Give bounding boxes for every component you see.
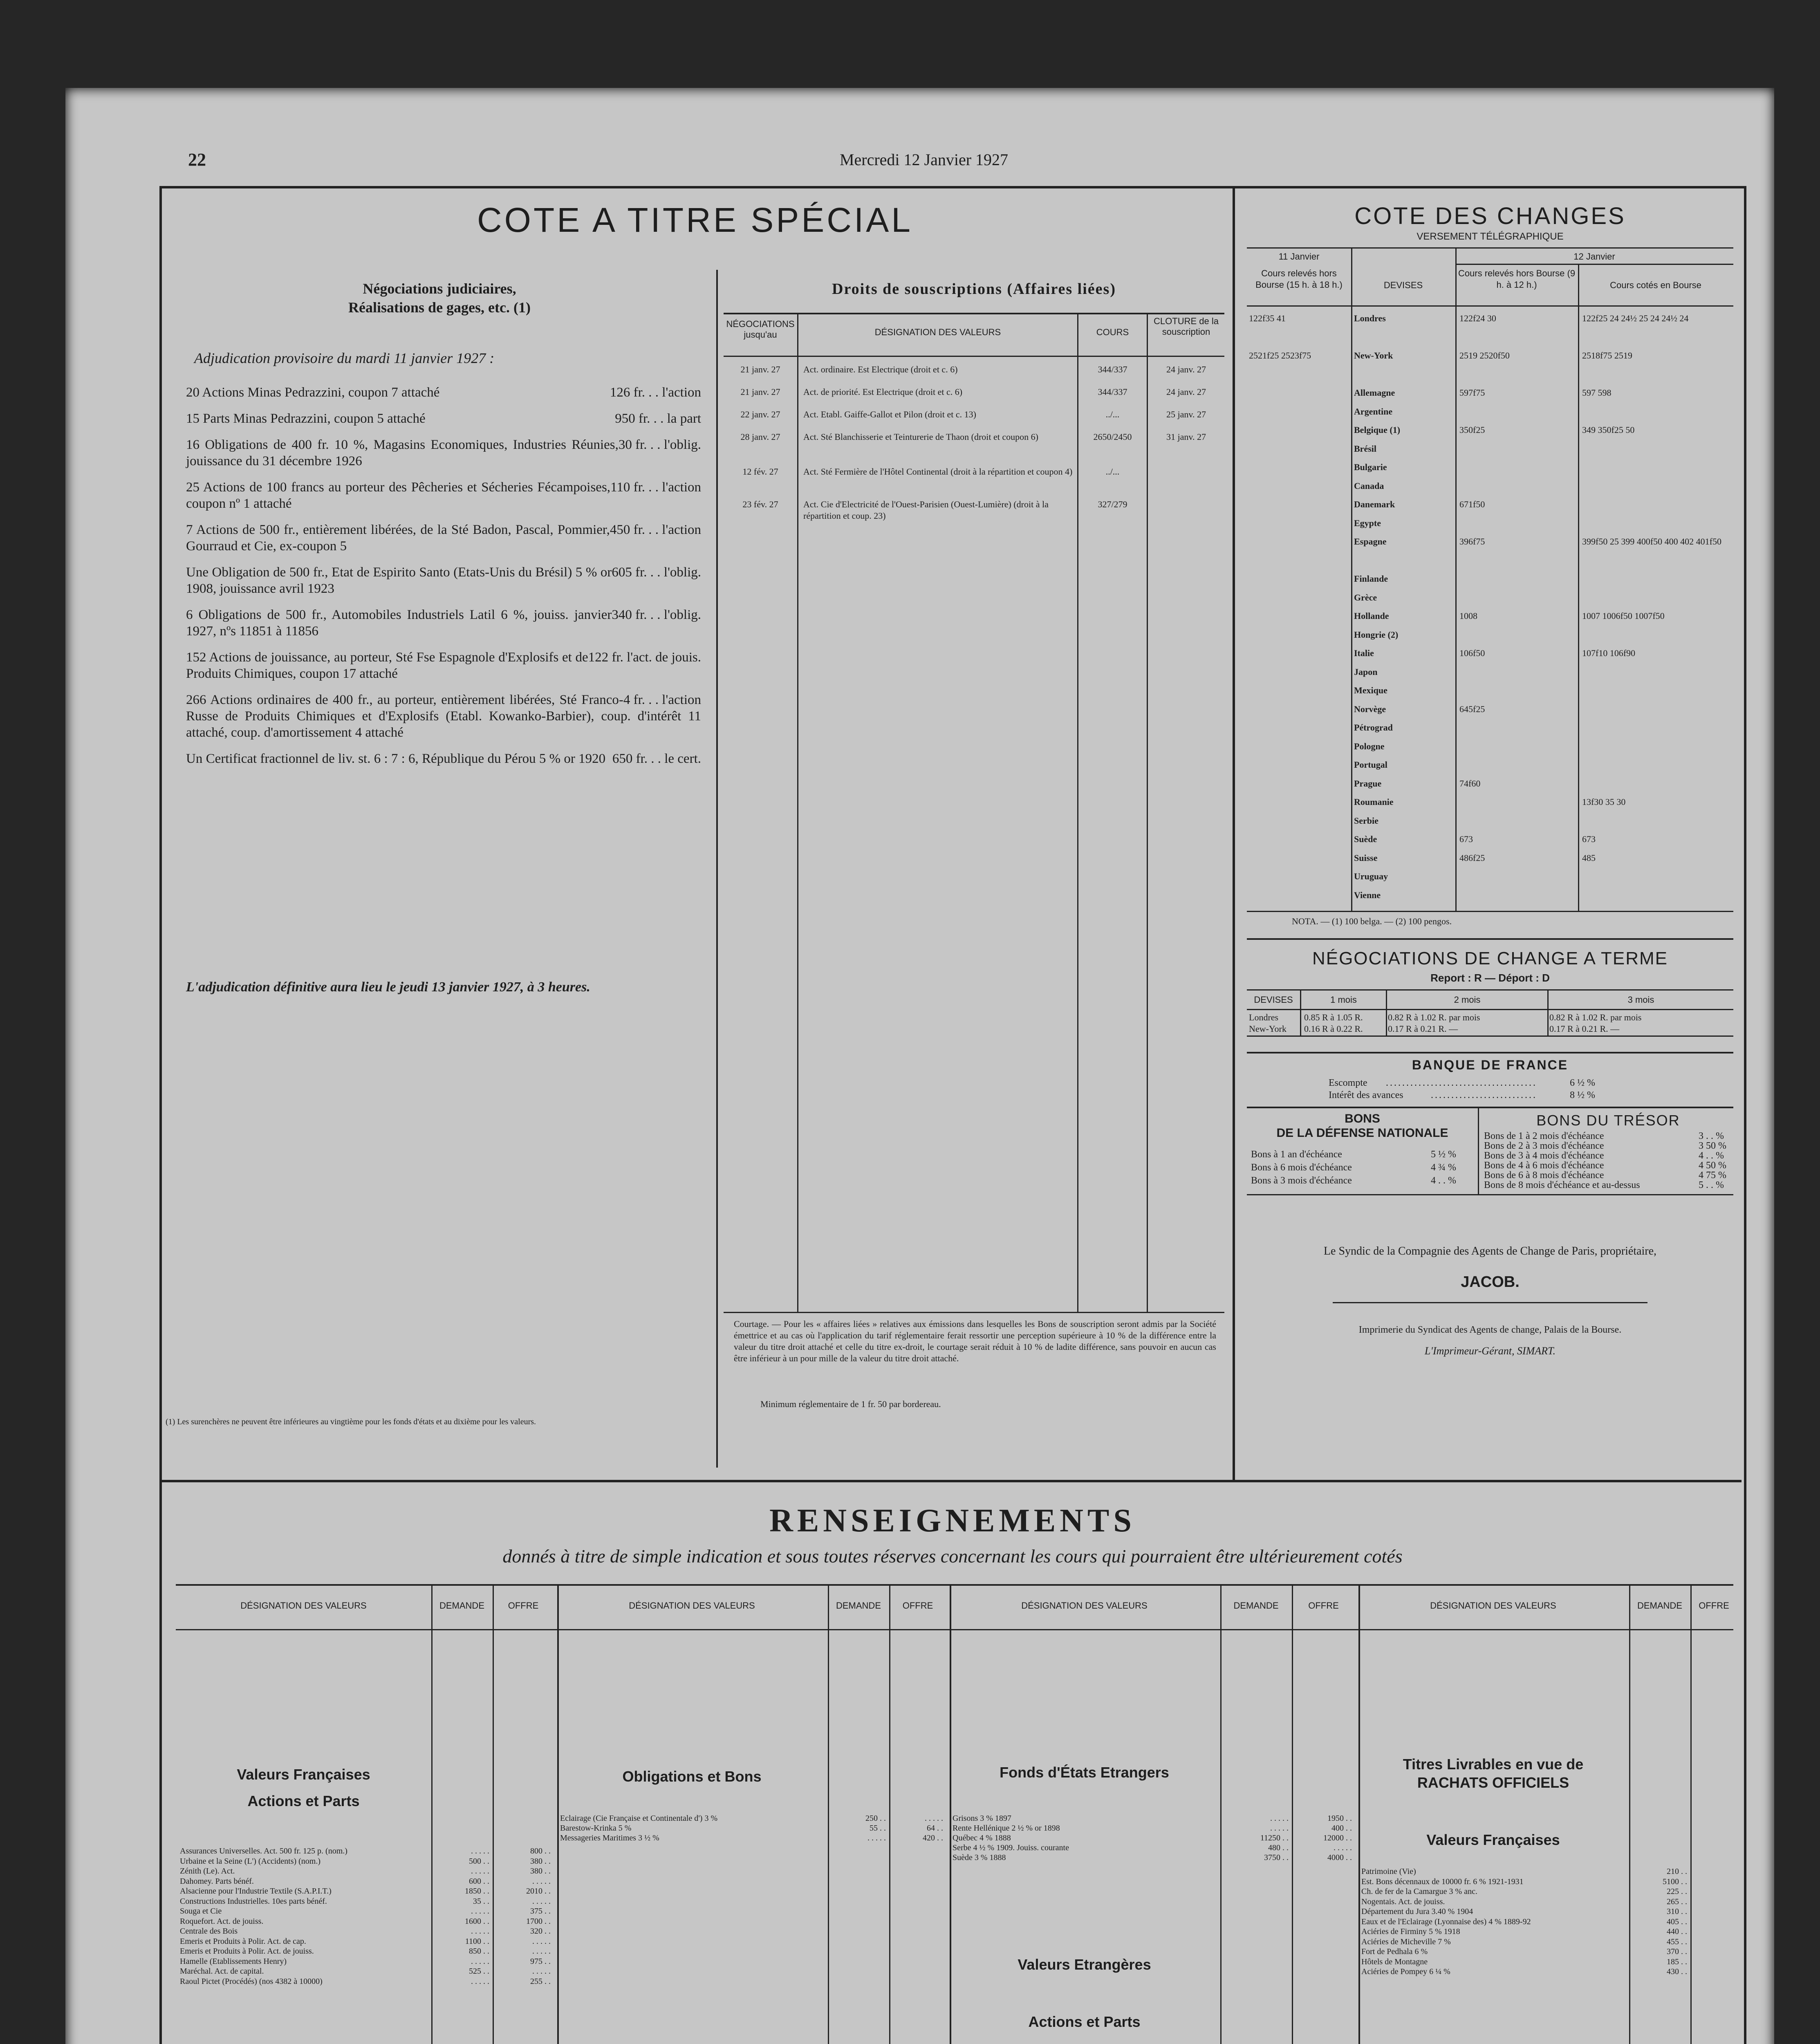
rens-row-demande: . . . . . (867, 1833, 886, 1842)
rens-row-demande: 35 . . (473, 1896, 489, 1906)
droits-col-neg: NÉGOCIATIONS jusqu'au (726, 319, 795, 340)
droits-title: Droits de souscriptions (Affaires liées) (832, 280, 1116, 298)
rens-row-name: Département du Jura 3.40 % 1904 (1361, 1907, 1473, 1916)
rens-col-designation: DÉSIGNATION DES VALEURS (240, 1600, 367, 1611)
rens-row-name: Nogentais. Act. de jouiss. (1361, 1897, 1445, 1906)
banque-interet-label: Intérêt des avances (1329, 1090, 1403, 1100)
changes-subtitle: VERSEMENT TÉLÉGRAPHIQUE (1417, 231, 1564, 242)
changes-nota: NOTA. — (1) 100 belga. — (2) 100 pengos. (1292, 916, 1452, 926)
divider-vertical (1233, 188, 1235, 1482)
rens-row-demande: 600 . . (469, 1876, 489, 1886)
changes-cell-dev: Prague (1354, 778, 1382, 789)
rens-row-offre: 420 . . (923, 1833, 943, 1842)
adjudication-text: 16 Obligations de 400 fr. 10 %, Magasins Economiques, Industries Réunies, jouissance du 31 décembre 1926 (186, 437, 619, 468)
rens-row-demande: 850 . . (469, 1947, 489, 1956)
changes-cell-dev: Belgique (1) (1354, 425, 1401, 435)
rens-row-offre: . . . . . (532, 1876, 551, 1886)
changes-cell-c1: 2521f25 2523f75 (1249, 350, 1311, 361)
rens-row-name: Hamelle (Etablissements Henry) (180, 1957, 287, 1966)
rens-c3-heading-2: Valeurs Etrangères (1018, 1956, 1151, 1973)
changes-cell-dev: Hollande (1354, 611, 1389, 621)
adjudication-price: 30 fr. . . l'oblig. (618, 437, 701, 452)
rens-row-offre: 12000 . . (1323, 1833, 1352, 1842)
imprint-imprimerie: Imprimerie du Syndicat des Agents de change, Palais de la Bourse. (1358, 1325, 1622, 1335)
changes-cell-dev: Mexique (1354, 685, 1387, 695)
changes-cell-c2: 597f75 (1459, 388, 1485, 398)
rens-row-demande: . . . . . (471, 1867, 489, 1876)
adjudication-price: 650 fr. . . le cert. (612, 751, 701, 766)
rens-row-demande: 265 . . (1667, 1897, 1687, 1906)
rens-row-offre: . . . . . (532, 1967, 551, 1976)
droits-cell-clot: 24 janv. 27 (1166, 364, 1206, 374)
rens-row-offre: 2010 . . (526, 1887, 551, 1896)
adjudication-price: 126 fr. . . l'action (610, 385, 701, 400)
rens-row-name: Alsacienne pour l'Industrie Textile (S.A.P.I.T.) (180, 1887, 332, 1896)
changes-date-1: 11 Janvier (1278, 251, 1320, 262)
rens-c1-heading-2: Actions et Parts (247, 1793, 360, 1809)
rens-row-offre: . . . . . (925, 1814, 943, 1823)
droits-col-des: DÉSIGNATION DES VALEURS (874, 327, 1001, 337)
terme-subtitle: Report : R — Déport : D (1430, 972, 1550, 984)
courtage-note: Courtage. — Pour les « affaires liées » relatives aux émissions dans lesquelles les Bons de souscription seront admis par la Société émettrice et au cas où l'application du tarif réglementaire ferait ressortir une perception supérieure à 10 % de la différence entre la valeur du titre droit attaché et celle du titre ex-droit, le courtage serait réduit à 10 % de ladite différence, sans pouvoir en aucun cas être inférieur à un pour mille de la valeur du titre droit attaché. (734, 1319, 1216, 1363)
droits-cell-des: Act. Sté Blanchisserie et Teinturerie de Thaon (droit et coupon 6) (803, 432, 1038, 442)
adjudication-item (186, 751, 701, 767)
changes-section: COTE DES CHANGES VERSEMENT TÉLÉGRAPHIQUE 11 Janvier 12 Janvier Cours relevés hors Bourse (15 h. à 18 h.) DEVISES Cours relevés hors Bourse (9 h. à 12 h.) Cours cotés en Bourse 122f35 41 Londres 122f24 30 122f25 24 24½ 25 24 24½ 24 2521f25 2523f75 New-York 2519 2520f50 2518f75 2519 Allemagne 597f75 597 598 Argentine Belgique (1) 350f25 349 350f25 50 Brésil Bulgarie Canada Danemark 671f50 Egypte Espagne 396f75 399f50 25 399 400f50 400 402 401f50 Finlande Grèce Hollande 1008 1007 1006f50 1007f50 Hongrie (2) Italie 106f50 107f10 106f90 Japon Mexique Norvège 645f25 Pétrograd Pologne Portugal Prague 74f60 Roumanie 13f30 35 30 Serbie Suède 673 673 Suisse 486f25 485 Uruguay Vienne NOTA. — (1) 100 belga. — (2) 100 pengos. NÉGOCIATIONS DE CHANGE A TERME Report : R — Déport : D DEVISES 1 mois 2 mois 3 mois Londres 0.85 R à 1.05 R. 0.82 R à 1.02 R. par mois 0.82 R à 1.02 R. par mois New-York 0.16 R à 0.22 R. 0.17 R à 0.21 R. — 0.17 R à 0.21 R. — BANQUE DE FRANCE Escompte ..................................... 6 ½ % Intérêt des avances .......................... 8 ½ % BONS DE LA DÉFENSE NATIONALE Bons à 1 an d'échéance 5 ½ % Bons à 6 mois d'échéance 4 ¾ % Bons à 3 mois d'échéance 4 . . % BONS DU TRÉSOR Bons de 1 à 2 mois d'échéance 3 . . % Bons de 2 à 3 mois d'échéance 3 50 % Bons de 3 à 4 mois d'échéance 4 . . % Bons de 4 à 6 mois d'échéance 4 50 % Bons de 6 à 8 mois d'échéance 4 75 % Bons de 8 mois d'échéance et au-dessus 5 . . % Le Syndic de la Compagnie des Agents de Change de Paris, propriétaire, JACOB. Imprimerie du Syndicat des Agents de change, Palais de la Bourse. L'Imprimeur-Gérant, SIMART. (1243, 190, 1737, 1478)
bons-tresor-label: Bons de 3 à 4 mois d'échéance (1484, 1150, 1604, 1161)
rens-c3-heading-3: Actions et Parts (1028, 2013, 1141, 2030)
terme-col-2: 2 mois (1454, 995, 1481, 1005)
droits-cell-neg: 12 fév. 27 (742, 466, 778, 477)
adjudication-price: 4 fr. . . l'action (623, 693, 701, 707)
changes-cell-c3: 597 598 (1582, 388, 1612, 398)
changes-cell-c3: 122f25 24 24½ 25 24 24½ 24 (1582, 313, 1689, 323)
rens-row-name: Patrimoine (Vie) (1361, 1867, 1416, 1876)
footnote: (1) Les surenchères ne peuvent être inférieures au vingtième pour les fonds d'états et au dixième pour les valeurs. (166, 1417, 536, 1426)
page-date: Mercredi 12 Janvier 1927 (839, 150, 1009, 169)
rens-row-offre: 375 . . (530, 1907, 551, 1916)
rens-row-name: Aciéries de Pompey 6 ¼ % (1361, 1967, 1450, 1976)
rens-row-demande: 185 . . (1667, 1957, 1687, 1966)
renseignements-title: RENSEIGNEMENTS (769, 1503, 1136, 1539)
adjudication-item (186, 522, 701, 554)
droits-cell-des: Act. ordinaire. Est Electrique (droit et c. 6) (803, 364, 958, 374)
rens-row-name: Est. Bons décennaux de 10000 fr. 6 % 1921-1931 (1361, 1877, 1524, 1886)
rens-row-name: Emeris et Produits à Polir. Act. de cap. (180, 1936, 306, 1946)
rens-row-demande: . . . . . (471, 1957, 489, 1966)
rens-row-name: Rente Hellénique 2 ½ % or 1898 (953, 1824, 1060, 1833)
rens-row-offre: 800 . . (530, 1847, 551, 1856)
rens-row-name: Barestow-Krinka 5 % (560, 1824, 632, 1833)
changes-cell-c2: 486f25 (1459, 852, 1485, 863)
adjudication-price: 122 fr. l'act. de jouis. (588, 650, 701, 665)
droits-col-clot: CLOTURE de la souscription (1154, 316, 1219, 337)
rens-row-demande: 1850 . . (465, 1887, 489, 1896)
rens-row-name: Serbe 4 ½ % 1909. Jouiss. courante (953, 1843, 1069, 1852)
adjudication-text: 20 Actions Minas Pedrazzini, coupon 7 attaché (186, 385, 440, 400)
changes-cell-c3: 349 350f25 50 (1582, 425, 1635, 435)
changes-cell-dev: Finlande (1354, 574, 1388, 584)
bons-defense-title-2: DE LA DÉFENSE NATIONALE (1276, 1126, 1448, 1140)
banque-title: BANQUE DE FRANCE (1412, 1058, 1569, 1072)
changes-cell-c3: 1007 1006f50 1007f50 (1582, 611, 1665, 621)
changes-col-devises: DEVISES (1383, 280, 1423, 290)
droits-cell-des: Act. Cie d'Electricité de l'Ouest-Parisien (Ouest-Lumière) (droit à la répartition et coup. 23) (803, 499, 1049, 521)
bons-defense-label: Bons à 1 an d'échéance (1251, 1149, 1342, 1160)
bons-defense-title-1: BONS (1345, 1112, 1380, 1125)
rens-row-name: Souga et Cie (180, 1907, 222, 1916)
rens-row-offre: . . . . . (532, 1947, 551, 1956)
cote-special-column (166, 272, 713, 1470)
imprint-name: JACOB. (1461, 1273, 1520, 1291)
changes-cell-dev: Vienne (1354, 890, 1381, 900)
adjudication-title: Adjudication provisoire du mardi 11 janvier 1927 : (194, 350, 495, 366)
changes-cell-dev: Roumanie (1354, 797, 1394, 807)
changes-col-cours1: Cours relevés hors Bourse (15 h. à 18 h.) (1255, 268, 1343, 290)
droits-cell-cours: ../... (1105, 466, 1120, 477)
rens-c4-heading-1a: Titres Livrables en vue de (1403, 1756, 1584, 1773)
rens-row-name: Eclairage (Cie Française et Continentale d') 3 % (560, 1814, 718, 1823)
changes-cell-dev: New-York (1354, 350, 1393, 361)
changes-cell-dev: Suisse (1354, 852, 1378, 863)
rens-col-designation: DÉSIGNATION DES VALEURS (629, 1600, 755, 1611)
banque-escompte-label: Escompte (1329, 1078, 1367, 1088)
bons-defense-value: 4 . . % (1431, 1175, 1456, 1186)
bons-tresor-value: 3 . . % (1699, 1131, 1724, 1141)
changes-cell-dev: Suède (1354, 834, 1377, 844)
adjudication-price: 110 fr. . . l'action (610, 480, 701, 495)
changes-cell-dev: Argentine (1354, 406, 1393, 417)
rens-row-name: Maréchal. Act. de capital. (180, 1967, 264, 1976)
droits-col-cours: COURS (1096, 327, 1129, 337)
rens-row-name: Ch. de fer de la Camargue 3 % anc. (1361, 1887, 1477, 1896)
rens-col-offre: OFFRE (902, 1600, 933, 1611)
adjudication-item (186, 437, 701, 469)
rens-row-demande: 500 . . (469, 1856, 489, 1866)
terme-cell-dev: Londres (1249, 1012, 1279, 1022)
bons-tresor-label: Bons de 2 à 3 mois d'échéance (1484, 1141, 1604, 1151)
cote-special-subtitle-1: Négociations judiciaires, (363, 280, 516, 297)
droits-cell-cours: 344/337 (1098, 387, 1127, 397)
adjudication-text: 6 Obligations de 500 fr., Automobiles Industriels Latil 6 %, jouiss. janvier 1927, nºs 11851 à 11856 (186, 607, 612, 639)
bons-defense-label: Bons à 3 mois d'échéance (1251, 1175, 1352, 1186)
changes-cell-c2: 645f25 (1459, 704, 1485, 714)
droits-cell-cours: 327/279 (1098, 499, 1127, 509)
rens-row-offre: 1700 . . (526, 1916, 551, 1926)
rens-row-demande: 55 . . (870, 1824, 886, 1833)
changes-cell-dev: Londres (1354, 313, 1386, 323)
bons-tresor-title: BONS DU TRÉSOR (1536, 1112, 1680, 1129)
terme-col-1: 1 mois (1330, 995, 1357, 1005)
bons-tresor-value: 3 50 % (1699, 1141, 1726, 1151)
rens-row-name: Raoul Pictet (Procédés) (nos 4382 à 10000) (180, 1977, 323, 1986)
changes-cell-dev: Portugal (1354, 760, 1387, 770)
rens-row-offre: 64 . . (927, 1824, 943, 1833)
changes-cell-dev: Norvège (1354, 704, 1386, 714)
changes-cell-c3: 485 (1582, 852, 1596, 863)
rens-row-offre: 400 . . (1331, 1824, 1352, 1833)
terme-cell-dev: New-York (1249, 1024, 1287, 1034)
rens-c1-heading-1: Valeurs Françaises (237, 1766, 370, 1783)
changes-cell-c2: 74f60 (1459, 778, 1481, 789)
changes-col-cours3: Cours cotés en Bourse (1610, 280, 1701, 290)
rens-row-offre: 380 . . (530, 1867, 551, 1876)
terme-cell-m2: 0.82 R à 1.02 R. par mois (1388, 1012, 1480, 1022)
terme-cell-m2: 0.17 R à 0.21 R. — (1388, 1024, 1458, 1034)
rens-row-demande: . . . . . (471, 1847, 489, 1856)
rens-col-offre: OFFRE (1308, 1600, 1339, 1611)
changes-cell-dev: Bulgarie (1354, 462, 1387, 472)
rens-c4-heading-2: Valeurs Françaises (1426, 1831, 1560, 1848)
terme-col-3: 3 mois (1627, 995, 1654, 1005)
rens-row-offre: 380 . . (530, 1856, 551, 1866)
cote-special-title: COTE A TITRE SPÉCIAL (477, 201, 913, 239)
changes-col-cours2: Cours relevés hors Bourse (9 h. à 12 h.) (1458, 268, 1576, 290)
terme-title: NÉGOCIATIONS DE CHANGE A TERME (1312, 948, 1668, 968)
rens-col-designation: DÉSIGNATION DES VALEURS (1430, 1600, 1556, 1611)
rens-row-offre: 4000 . . (1327, 1853, 1352, 1862)
rens-row-name: Centrale des Bois (180, 1927, 238, 1936)
rens-row-offre: 1950 . . (1327, 1814, 1352, 1823)
changes-cell-dev: Danemark (1354, 499, 1395, 509)
terme-cell-m3: 0.17 R à 0.21 R. — (1549, 1024, 1620, 1034)
rens-row-demande: . . . . . (471, 1907, 489, 1916)
rens-col-demande: DEMANDE (836, 1600, 881, 1611)
adjudication-item (186, 410, 701, 427)
terme-col-devises: DEVISES (1254, 995, 1293, 1005)
droits-cell-neg: 23 fév. 27 (742, 499, 778, 509)
rens-row-name: Hôtels de Montagne (1361, 1957, 1428, 1966)
adjudication-price: 450 fr. . . l'action (610, 522, 701, 537)
rens-row-demande: 370 . . (1667, 1947, 1687, 1956)
changes-cell-c2: 1008 (1459, 611, 1477, 621)
rens-c3-heading-1: Fonds d'États Etrangers (1000, 1764, 1169, 1781)
droits-cell-clot: 25 janv. 27 (1166, 409, 1206, 419)
adjudication-text: Un Certificat fractionnel de liv. st. 6 : 7 : 6, République du Pérou 5 % or 1920 (186, 751, 606, 766)
rens-row-name: Constructions Industrielles. 10es parts bénéf. (180, 1896, 327, 1906)
terme-cell-m3: 0.82 R à 1.02 R. par mois (1549, 1012, 1642, 1022)
imprint-syndic: Le Syndic de la Compagnie des Agents de Change de Paris, propriétaire, (1323, 1245, 1657, 1257)
rens-row-offre: . . . . . (1334, 1843, 1352, 1852)
changes-cell-dev: Canada (1354, 480, 1384, 491)
rens-row-demande: 5100 . . (1663, 1877, 1687, 1886)
droits-cell-neg: 22 janv. 27 (740, 409, 780, 419)
renseignements-subtitle: donnés à titre de simple indication et sous toutes réserves concernant les cours qui pourraient être ultérieurement cotés (502, 1546, 1403, 1567)
adjudication-item (186, 692, 701, 741)
rens-row-demande: 3750 . . (1264, 1853, 1289, 1862)
bons-tresor-value: 4 75 % (1699, 1170, 1726, 1181)
rens-row-offre: 320 . . (530, 1927, 551, 1936)
bons-defense-label: Bons à 6 mois d'échéance (1251, 1162, 1352, 1173)
changes-cell-dev: Espagne (1354, 536, 1387, 547)
droits-cell-cours: 2650/2450 (1093, 432, 1132, 442)
rens-row-demande: 440 . . (1667, 1927, 1687, 1936)
rens-row-demande: 1600 . . (465, 1916, 489, 1926)
adjudication-price: 340 fr. . . l'oblig. (612, 607, 701, 622)
rens-c4-heading-1b: RACHATS OFFICIELS (1417, 1774, 1569, 1791)
changes-cell-dev: Egypte (1354, 518, 1381, 528)
imprint-gerant: L'Imprimeur-Gérant, SIMART. (1424, 1345, 1556, 1357)
rens-row-name: Grisons 3 % 1897 (953, 1814, 1011, 1823)
rens-c2-heading-1: Obligations et Bons (622, 1768, 762, 1785)
rens-row-demande: . . . . . (1270, 1814, 1289, 1823)
rens-row-name: Assurances Universelles. Act. 500 fr. 125 p. (nom.) (180, 1847, 347, 1856)
adjudication-text: 25 Actions de 100 francs au porteur des Pêcheries et Sécheries Fécampoises, coupon nº 1 attaché (186, 480, 611, 511)
newspaper-page (65, 88, 1774, 2044)
adjudication-item (186, 479, 701, 512)
rens-row-name: Aciéries de Firminy 5 % 1918 (1361, 1927, 1460, 1936)
changes-cell-dev: Serbie (1354, 815, 1378, 826)
adjudication-item (186, 384, 701, 401)
rens-row-name: Messageries Maritimes 3 ½ % (560, 1833, 659, 1842)
adjudication-text: 152 Actions de jouissance, au porteur, Sté Fse Espagnole d'Explosifs et de Produits Chimiques, coupon 17 attaché (186, 650, 588, 681)
rens-col-demande: DEMANDE (1233, 1600, 1279, 1611)
rens-row-demande: . . . . . (1270, 1824, 1289, 1833)
rens-row-name: Québec 4 % 1888 (953, 1833, 1011, 1842)
changes-cell-dev: Pologne (1354, 741, 1385, 751)
adjudication-item (186, 564, 701, 597)
rens-col-designation: DÉSIGNATION DES VALEURS (1021, 1600, 1148, 1611)
droits-section (724, 272, 1224, 1470)
rens-row-offre: 255 . . (530, 1977, 551, 1986)
bons-defense-value: 4 ¾ % (1431, 1162, 1456, 1173)
adjudication-item (186, 649, 701, 682)
changes-cell-c3: 13f30 35 30 (1582, 797, 1626, 807)
adjudication-list (186, 384, 701, 777)
changes-cell-c2: 2519 2520f50 (1459, 350, 1510, 361)
rens-row-name: Roquefort. Act. de jouiss. (180, 1916, 264, 1926)
adjudication-price: 950 fr. . . la part (615, 411, 701, 426)
changes-cell-dev: Grèce (1354, 592, 1377, 603)
rens-row-demande: 310 . . (1667, 1907, 1687, 1916)
rens-row-name: Suède 3 % 1888 (953, 1853, 1006, 1862)
changes-cell-c3: 673 (1582, 834, 1596, 844)
rens-row-demande: 455 . . (1667, 1937, 1687, 1946)
droits-cell-neg: 21 janv. 27 (740, 387, 780, 397)
changes-cell-c2: 671f50 (1459, 499, 1485, 509)
droits-cell-cours: ../... (1105, 409, 1120, 419)
rens-row-demande: 210 . . (1667, 1867, 1687, 1876)
bons-defense-value: 5 ½ % (1431, 1149, 1456, 1160)
changes-cell-c2: 106f50 (1459, 648, 1485, 658)
changes-cell-c3: 399f50 25 399 400f50 400 402 401f50 (1582, 536, 1721, 547)
changes-cell-dev: Uruguay (1354, 871, 1388, 881)
rens-row-offre: 975 . . (530, 1957, 551, 1966)
rens-row-demande: 1100 . . (465, 1936, 489, 1946)
droits-cell-des: Act. Sté Fermière de l'Hôtel Continental (droit à la répartition et coupon 4) (803, 466, 1073, 477)
changes-cell-dev: Pétrograd (1354, 722, 1393, 733)
adjudication-item (186, 607, 701, 639)
cote-special-subtitle-2: Réalisations de gages, etc. (1) (348, 299, 531, 316)
bons-tresor-value: 4 . . % (1699, 1150, 1724, 1161)
bons-tresor-label: Bons de 4 à 6 mois d'échéance (1484, 1160, 1604, 1171)
adjudication-final: L'adjudication définitive aura lieu le jeudi 13 janvier 1927, à 3 heures. (186, 979, 590, 995)
rens-row-demande: 525 . . (469, 1967, 489, 1976)
droits-cell-cours: 344/337 (1098, 364, 1127, 374)
page-number: 22 (188, 150, 206, 170)
adjudication-text: Une Obligation de 500 fr., Etat de Espirito Santo (Etats-Unis du Brésil) 5 % or 1908, jouissance avril 1923 (186, 565, 612, 596)
adjudication-price: 605 fr. . . l'oblig. (612, 565, 701, 580)
rens-row-demande: . . . . . (471, 1977, 489, 1986)
rens-col-demande: DEMANDE (1637, 1600, 1682, 1611)
droits-cell-neg: 21 janv. 27 (740, 364, 780, 374)
changes-date-2: 12 Janvier (1573, 251, 1615, 262)
rens-row-name: Fort de Pedhala 6 % (1361, 1947, 1428, 1956)
divider-horizontal (162, 1480, 1742, 1482)
banque-escompte-val: 6 ½ % (1570, 1078, 1595, 1088)
rens-row-name: Dahomey. Parts bénéf. (180, 1876, 254, 1886)
bons-tresor-value: 5 . . % (1699, 1180, 1724, 1190)
bons-tresor-label: Bons de 8 mois d'échéance et au-dessus (1484, 1180, 1640, 1190)
rens-row-demande: 11250 . . (1260, 1833, 1289, 1842)
rens-row-demande: 480 . . (1268, 1843, 1289, 1852)
rens-row-name: Eaux et de l'Eclairage (Lyonnaise des) 4 % 1889-92 (1361, 1917, 1531, 1926)
courtage-minimum: Minimum réglementaire de 1 fr. 50 par bordereau. (760, 1399, 941, 1409)
changes-cell-c2: 396f75 (1459, 536, 1485, 547)
rens-col-demande: DEMANDE (439, 1600, 484, 1611)
changes-cell-dev: Brésil (1354, 443, 1376, 454)
rens-row-offre: . . . . . (532, 1896, 551, 1906)
droits-cell-des: Act. Etabl. Gaiffe-Gallot et Pilon (droit et c. 13) (803, 409, 976, 419)
droits-cell-neg: 28 janv. 27 (740, 432, 780, 442)
terme-cell-m1: 0.16 R à 0.22 R. (1304, 1024, 1363, 1034)
changes-cell-c2: 673 (1459, 834, 1473, 844)
bons-tresor-label: Bons de 6 à 8 mois d'échéance (1484, 1170, 1604, 1181)
rens-row-demande: 405 . . (1667, 1917, 1687, 1926)
droits-cell-clot: 31 janv. 27 (1166, 432, 1206, 442)
rens-col-offre: OFFRE (1699, 1600, 1729, 1611)
rens-col-offre: OFFRE (508, 1600, 539, 1611)
rens-row-demande: 430 . . (1667, 1967, 1687, 1976)
rens-row-name: Zénith (Le). Act. (180, 1867, 235, 1876)
bons-tresor-label: Bons de 1 à 2 mois d'échéance (1484, 1131, 1604, 1141)
droits-cell-des: Act. de priorité. Est Electrique (droit et c. 6) (803, 387, 963, 397)
changes-cell-dev: Italie (1354, 648, 1374, 658)
rens-row-offre: . . . . . (532, 1936, 551, 1946)
rens-row-demande: . . . . . (471, 1927, 489, 1936)
banque-interet-val: 8 ½ % (1570, 1090, 1595, 1100)
changes-cell-c2: 350f25 (1459, 425, 1485, 435)
adjudication-text: 7 Actions de 500 fr., entièrement libérées, de la Sté Badon, Pascal, Pommier, Gourraud et Cie, ex-coupon 5 (186, 522, 610, 554)
changes-cell-dev: Japon (1354, 666, 1378, 677)
rens-row-demande: 250 . . (865, 1814, 886, 1823)
rens-row-name: Urbaine et la Seine (L') (Accidents) (nom.) (180, 1856, 321, 1866)
changes-cell-c3: 2518f75 2519 (1582, 350, 1632, 361)
changes-cell-c3: 107f10 106f90 (1582, 648, 1636, 658)
adjudication-text: 266 Actions ordinaires de 400 fr., au porteur, entièrement libérées, Sté Franco-Russe de Produits Chimiques et d'Explosifs (Etabl. Kowanko-Barbier), coup. d'intérêt 11 attaché, coup. d'amortissement 4 attaché (186, 693, 701, 740)
changes-title: COTE DES CHANGES (1354, 203, 1626, 229)
droits-left-rule (716, 270, 718, 1468)
terme-cell-m1: 0.85 R à 1.05 R. (1304, 1012, 1363, 1022)
changes-cell-c2: 122f24 30 (1459, 313, 1496, 323)
rens-row-demande: 225 . . (1667, 1887, 1687, 1896)
droits-cell-clot: 24 janv. 27 (1166, 387, 1206, 397)
rens-row-name: Aciéries de Micheville 7 % (1361, 1937, 1451, 1946)
rens-row-name: Emeris et Produits à Polir. Act. de jouiss. (180, 1947, 314, 1956)
changes-cell-dev: Hongrie (2) (1354, 629, 1399, 640)
changes-cell-dev: Allemagne (1354, 388, 1395, 398)
adjudication-text: 15 Parts Minas Pedrazzini, coupon 5 attaché (186, 411, 426, 426)
changes-cell-c1: 122f35 41 (1249, 313, 1286, 323)
bons-tresor-value: 4 50 % (1699, 1160, 1726, 1171)
